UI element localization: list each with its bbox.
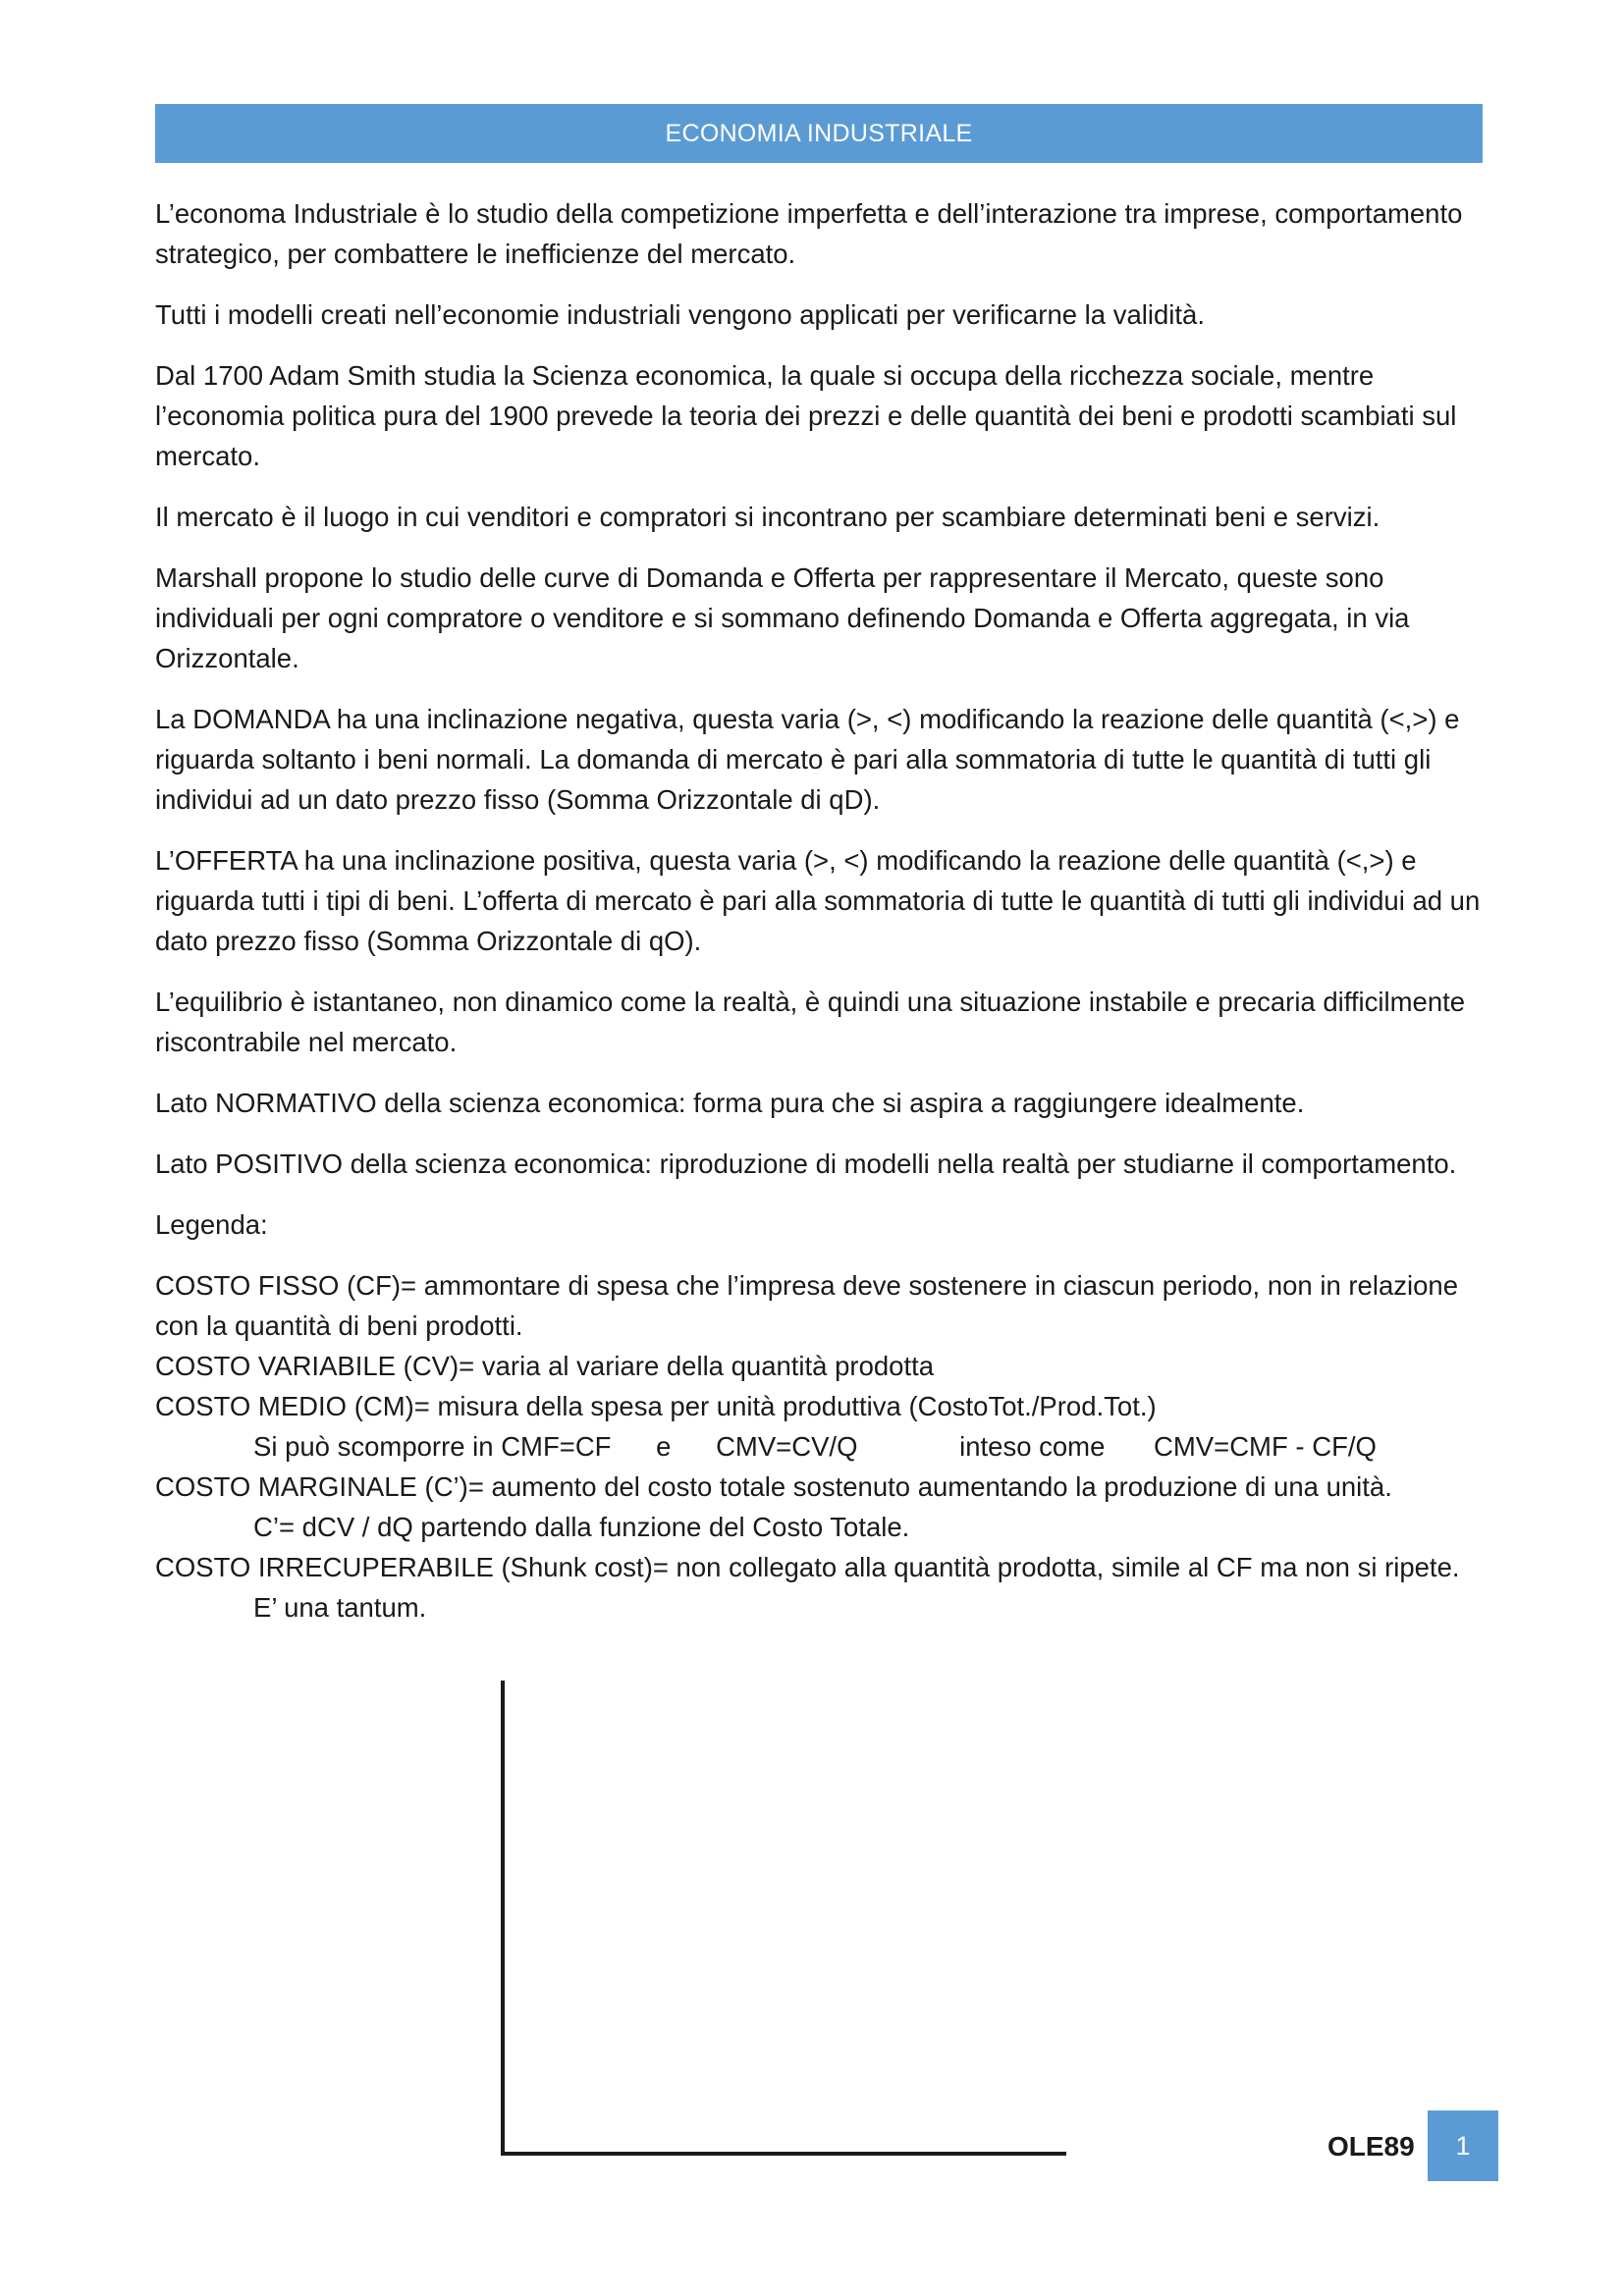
paragraph-models: Tutti i modelli creati nell’economie industriali vengono applicati per verificarne la validità. bbox=[155, 299, 1205, 330]
paragraph-demand: La DOMANDA ha una inclinazione negativa, questa varia (>, <) modificando la reazione delle quantità (<,>) e riguarda soltanto i beni normali. La domanda di mercato è pari alla sommatoria di tutte le quantità di tutti gli individui ad un dato prezzo fisso (Somma Orizzontale di qD). bbox=[155, 704, 1460, 815]
paragraph-supply: L’OFFERTA ha una inclinazione positiva, questa varia (>, <) modificando la reazione delle quantità (<,>) e riguarda tutti i tipi di beni. L’offerta di mercato è pari alla sommatoria di tutte le quantità di tutti gli individui ad un dato prezzo fisso (Somma Orizzontale di qO). bbox=[155, 845, 1481, 956]
legend-costo-irrecuperabile: COSTO IRRECUPERABILE (Shunk cost)= non collegato alla quantità prodotta, simile al CF ma non si ripete. bbox=[155, 1552, 1460, 1582]
page-number-badge bbox=[1428, 2110, 1498, 2181]
scomposizione-part5: CMV=CMF - CF/Q bbox=[1154, 1431, 1377, 1462]
paragraph-marshall: Marshall propone lo studio delle curve di Domanda e Offerta per rappresentare il Mercato, queste sono individuali per ogni compratore o venditore e si sommano definendo Domanda e Offerta aggregata, in via Orizzontale. bbox=[155, 562, 1410, 673]
scomposizione-part2: e bbox=[656, 1431, 672, 1462]
paragraph-history: Dal 1700 Adam Smith studia la Scienza economica, la quale si occupa della ricchezza sociale, mentre l’economia politica pura del 1900 prevede la teoria dei prezzi e delle quantità dei beni e prodotti scambiati sul mercato. bbox=[155, 360, 1457, 471]
legend-costo-variabile: COSTO VARIABILE (CV)= varia al variare della quantità prodotta bbox=[155, 1351, 935, 1381]
paragraph-normative: Lato NORMATIVO della scienza economica: forma pura che si aspira a raggiungere idealmente. bbox=[155, 1088, 1305, 1118]
footer-author-label: OLE89 bbox=[1327, 2131, 1415, 2162]
paragraph-positive: Lato POSITIVO della scienza economica: riproduzione di modelli nella realtà per studiarne il comportamento. bbox=[155, 1148, 1457, 1179]
document-body bbox=[155, 193, 1490, 1628]
legend-costo-fisso: COSTO FISSO (CF)= ammontare di spesa che l’impresa deve sostenere in ciascun periodo, non in relazione con la quantità di beni prodotti. bbox=[155, 1270, 1458, 1341]
scomposizione-part1: Si può scomporre in CMF=CF bbox=[253, 1431, 612, 1462]
page-number: 1 bbox=[1455, 2131, 1471, 2161]
legend-list bbox=[155, 1265, 1490, 1628]
legend-marginale-formula: C’= dCV / dQ partendo dalla funzione del Costo Totale. bbox=[253, 1512, 910, 1542]
legend-costo-medio: COSTO MEDIO (CM)= misura della spesa per unità produttiva (CostoTot./Prod.Tot.) bbox=[155, 1391, 1157, 1421]
paragraph-equilibrium: L’equilibrio è istantaneo, non dinamico come la realtà, è quindi una situazione instabile e precaria difficilmente riscontrabile nel mercato. bbox=[155, 987, 1466, 1057]
page-header-banner bbox=[155, 104, 1483, 163]
scomposizione-part4: inteso come bbox=[959, 1431, 1106, 1462]
axes-svg bbox=[499, 1681, 1068, 2158]
scomposizione-part3: CMV=CV/Q bbox=[716, 1431, 858, 1462]
paragraph-market: Il mercato è il luogo in cui venditori e compratori si incontrano per scambiare determinati beni e servizi. bbox=[155, 502, 1380, 532]
legend-heading: Legenda: bbox=[155, 1209, 268, 1240]
paragraph-intro: L’economa Industriale è lo studio della competizione imperfetta e dell’interazione tra imprese, comportamento strategico, per combattere le inefficienze del mercato. bbox=[155, 198, 1463, 269]
legend-costo-marginale: COSTO MARGINALE (C’)= aumento del costo totale sostenuto aumentando la produzione di una unità. bbox=[155, 1471, 1392, 1502]
page-title: ECONOMIA INDUSTRIALE bbox=[665, 120, 973, 147]
legend-una-tantum: E’ una tantum. bbox=[253, 1592, 427, 1623]
legend-scomposizione bbox=[155, 1426, 1490, 1467]
blank-graph-axes bbox=[499, 1681, 1068, 2158]
